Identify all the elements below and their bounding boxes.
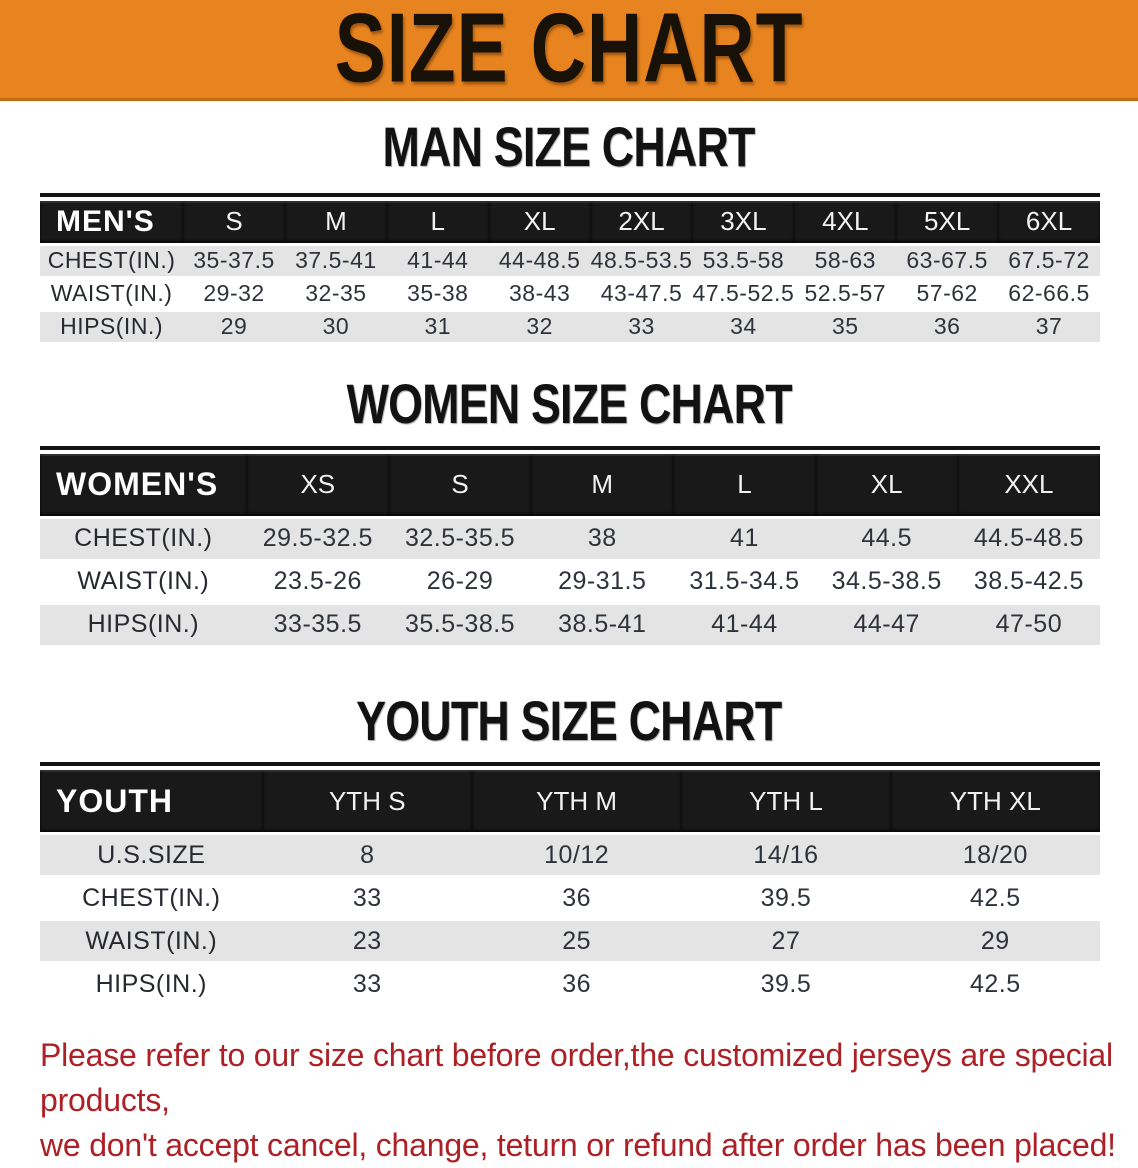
size-value-cell: 34 <box>692 312 794 342</box>
size-value-cell: 31.5-34.5 <box>673 562 815 602</box>
size-column-header: L <box>387 201 489 243</box>
size-value-cell: 41 <box>673 519 815 559</box>
size-value-cell: 42.5 <box>891 878 1100 918</box>
women-size-table <box>40 451 1100 648</box>
size-value-cell: 31 <box>387 312 489 342</box>
size-value-cell: 42.5 <box>891 964 1100 1004</box>
row-label: U.S.SIZE <box>40 835 263 875</box>
size-value-cell: 48.5-53.5 <box>591 246 693 276</box>
size-column-header: YTH L <box>681 770 890 832</box>
size-value-cell: 37 <box>998 312 1100 342</box>
size-value-cell: 58-63 <box>794 246 896 276</box>
men-section-title <box>0 115 1138 178</box>
size-value-cell: 33 <box>591 312 693 342</box>
size-value-cell: 36 <box>896 312 998 342</box>
size-value-cell: 23 <box>263 921 472 961</box>
youth-size-table-wrap <box>40 762 1100 1007</box>
size-table-header-row <box>40 770 1100 832</box>
size-value-cell: 26-29 <box>389 562 531 602</box>
size-column-header: YTH XL <box>891 770 1100 832</box>
table-row <box>40 562 1100 602</box>
size-value-cell: 38-43 <box>489 279 591 309</box>
size-value-cell: 47.5-52.5 <box>692 279 794 309</box>
size-value-cell: 43-47.5 <box>591 279 693 309</box>
size-value-cell: 41-44 <box>673 605 815 645</box>
men-size-table <box>40 198 1100 345</box>
size-value-cell: 23.5-26 <box>247 562 389 602</box>
row-label: WAIST(IN.) <box>40 562 247 602</box>
size-column-header: 6XL <box>998 201 1100 243</box>
size-column-header: M <box>285 201 387 243</box>
table-row <box>40 878 1100 918</box>
size-value-cell: 29-31.5 <box>531 562 673 602</box>
size-value-cell: 38 <box>531 519 673 559</box>
men-size-table-wrap <box>40 193 1100 345</box>
size-column-header: 3XL <box>692 201 794 243</box>
size-value-cell: 35.5-38.5 <box>389 605 531 645</box>
row-label: CHEST(IN.) <box>40 878 263 918</box>
size-value-cell: 35-37.5 <box>183 246 285 276</box>
size-value-cell: 36 <box>472 878 681 918</box>
size-column-header: YTH M <box>472 770 681 832</box>
size-value-cell: 35 <box>794 312 896 342</box>
size-value-cell: 18/20 <box>891 835 1100 875</box>
women-table-top-rule <box>40 446 1100 450</box>
disclaimer-text <box>40 1033 1118 1168</box>
table-row <box>40 312 1100 342</box>
row-label: WAIST(IN.) <box>40 921 263 961</box>
size-value-cell: 63-67.5 <box>896 246 998 276</box>
size-column-header: XL <box>816 454 958 516</box>
size-column-header: XXL <box>958 454 1100 516</box>
table-row <box>40 835 1100 875</box>
table-corner-label: MEN'S <box>40 201 183 243</box>
size-value-cell: 67.5-72 <box>998 246 1100 276</box>
size-value-cell: 32 <box>489 312 591 342</box>
row-label: HIPS(IN.) <box>40 605 247 645</box>
size-value-cell: 33 <box>263 878 472 918</box>
men-table-top-rule <box>40 193 1100 197</box>
size-table-header-row <box>40 454 1100 516</box>
table-row <box>40 246 1100 276</box>
size-value-cell: 14/16 <box>681 835 890 875</box>
youth-section-title-text: YOUTH SIZE CHART <box>356 688 782 752</box>
size-value-cell: 57-62 <box>896 279 998 309</box>
size-column-header: 4XL <box>794 201 896 243</box>
size-column-header: S <box>183 201 285 243</box>
size-column-header: 2XL <box>591 201 693 243</box>
size-value-cell: 32.5-35.5 <box>389 519 531 559</box>
table-row <box>40 605 1100 645</box>
size-column-header: L <box>673 454 815 516</box>
size-column-header: XS <box>247 454 389 516</box>
women-size-table-wrap <box>40 446 1100 648</box>
row-label: WAIST(IN.) <box>40 279 183 309</box>
size-value-cell: 29 <box>891 921 1100 961</box>
size-value-cell: 39.5 <box>681 878 890 918</box>
size-value-cell: 44.5-48.5 <box>958 519 1100 559</box>
row-label: CHEST(IN.) <box>40 519 247 559</box>
youth-section-title <box>0 688 1138 752</box>
size-value-cell: 29-32 <box>183 279 285 309</box>
disclaimer-line-2: we don't accept cancel, change, teturn or refund after order has been placed! <box>40 1127 1116 1164</box>
women-section-title-text: WOMEN SIZE CHART <box>346 371 792 435</box>
size-value-cell: 36 <box>472 964 681 1004</box>
size-value-cell: 35-38 <box>387 279 489 309</box>
size-column-header: YTH S <box>263 770 472 832</box>
banner-title: SIZE CHART <box>334 0 804 101</box>
table-corner-label: WOMEN'S <box>40 454 247 516</box>
size-column-header: S <box>389 454 531 516</box>
table-row <box>40 519 1100 559</box>
size-value-cell: 44-47 <box>816 605 958 645</box>
size-value-cell: 32-35 <box>285 279 387 309</box>
youth-size-table <box>40 767 1100 1007</box>
size-value-cell: 29 <box>183 312 285 342</box>
table-row <box>40 964 1100 1004</box>
row-label: HIPS(IN.) <box>40 312 183 342</box>
size-value-cell: 25 <box>472 921 681 961</box>
size-value-cell: 30 <box>285 312 387 342</box>
size-column-header: M <box>531 454 673 516</box>
size-value-cell: 38.5-41 <box>531 605 673 645</box>
size-value-cell: 52.5-57 <box>794 279 896 309</box>
size-value-cell: 29.5-32.5 <box>247 519 389 559</box>
size-value-cell: 34.5-38.5 <box>816 562 958 602</box>
women-section-title <box>0 371 1138 435</box>
row-label: HIPS(IN.) <box>40 964 263 1004</box>
size-value-cell: 53.5-58 <box>692 246 794 276</box>
size-value-cell: 33 <box>263 964 472 1004</box>
size-value-cell: 44-48.5 <box>489 246 591 276</box>
size-table-header-row <box>40 201 1100 243</box>
size-value-cell: 47-50 <box>958 605 1100 645</box>
size-value-cell: 10/12 <box>472 835 681 875</box>
size-value-cell: 41-44 <box>387 246 489 276</box>
size-value-cell: 39.5 <box>681 964 890 1004</box>
men-section-title-text: MAN SIZE CHART <box>382 115 756 178</box>
size-value-cell: 27 <box>681 921 890 961</box>
size-value-cell: 37.5-41 <box>285 246 387 276</box>
size-column-header: 5XL <box>896 201 998 243</box>
table-row <box>40 921 1100 961</box>
size-value-cell: 62-66.5 <box>998 279 1100 309</box>
row-label: CHEST(IN.) <box>40 246 183 276</box>
table-corner-label: YOUTH <box>40 770 263 832</box>
size-value-cell: 8 <box>263 835 472 875</box>
size-value-cell: 38.5-42.5 <box>958 562 1100 602</box>
disclaimer-line-1: Please refer to our size chart before order,the customized jerseys are special products, <box>40 1037 1113 1119</box>
size-column-header: XL <box>489 201 591 243</box>
size-chart-banner <box>0 0 1138 101</box>
youth-table-top-rule <box>40 762 1100 766</box>
size-value-cell: 44.5 <box>816 519 958 559</box>
size-value-cell: 33-35.5 <box>247 605 389 645</box>
table-row <box>40 279 1100 309</box>
